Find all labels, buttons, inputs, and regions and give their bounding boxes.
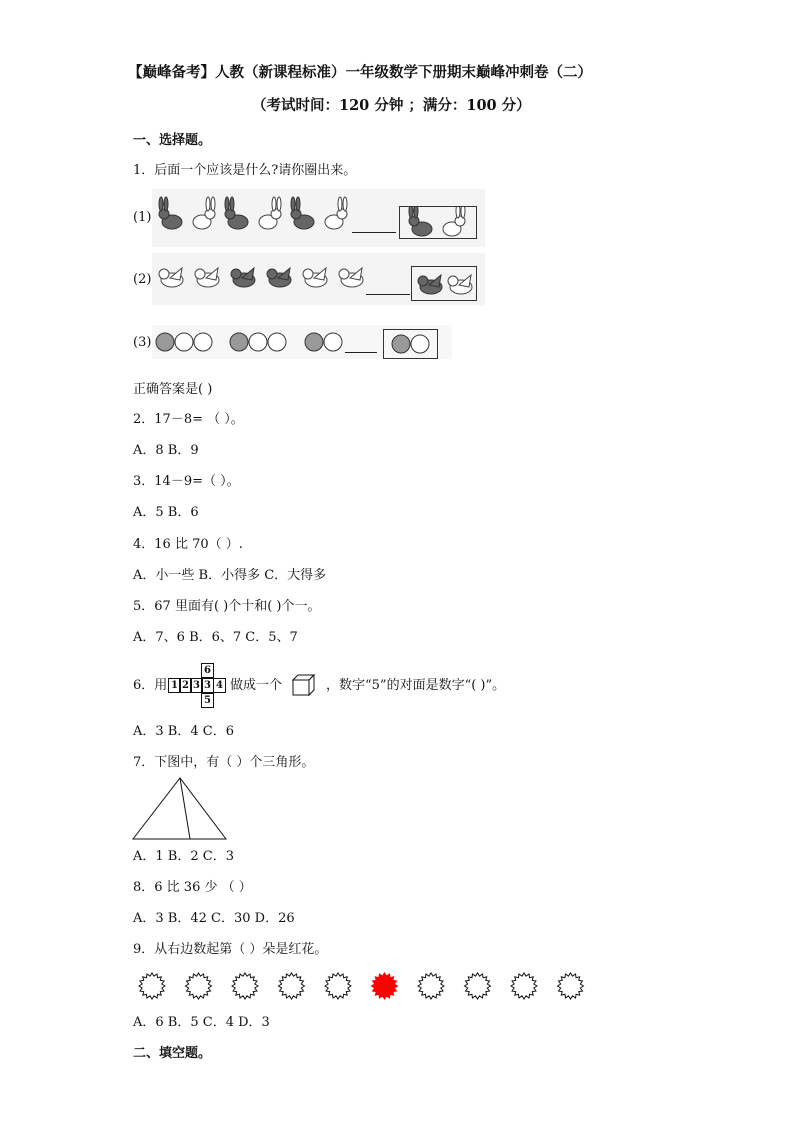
cube-net-figure <box>168 662 230 710</box>
section-heading-choice: 一、选择题。 <box>133 133 212 148</box>
page-subtitle: （考试时间：120 分钟 ；满分：100 分） <box>252 97 531 114</box>
bird-answer-image <box>412 267 476 300</box>
circle-answer-image <box>384 330 437 358</box>
question-6-options[interactable]: A．3 B．4 C．6 <box>133 724 234 739</box>
page-title: 【巅峰备考】人教（新课程标准）一年级数学下册期末巅峰冲刺卷（二） <box>128 64 592 81</box>
question-9-prompt: 9．从右边数起第（ ）朵是红花。 <box>133 942 328 957</box>
flower <box>465 973 491 999</box>
net-cell-2: 2 <box>179 678 192 693</box>
rabbit-answer-image <box>400 207 476 238</box>
question-4-options[interactable]: A．小一些 B．小得多 C．大得多 <box>133 568 327 583</box>
question-7-options[interactable]: A．1 B．2 C．3 <box>133 849 234 864</box>
flower <box>186 973 212 999</box>
question-8-prompt: 8．6 比 36 少 （ ） <box>133 880 252 895</box>
flower <box>511 973 537 999</box>
q1-row1-label: (1) <box>133 210 152 225</box>
question-6-prefix: 6．用 <box>133 678 168 693</box>
question-6-suffix: ，数字“5”的对面是数字“( )”。 <box>326 678 506 693</box>
question-5-options[interactable]: A．7、6 B．6、7 C．5、7 <box>133 630 298 645</box>
net-cell-4: 4 <box>214 678 226 693</box>
circle-sequence-image <box>154 331 379 353</box>
question-7-prompt: 7．下图中，有（ ）个三角形。 <box>133 755 315 770</box>
flower <box>232 973 258 999</box>
net-cell-top: 6 <box>201 663 214 678</box>
question-8-options[interactable]: A．3 B．42 C．30 D．26 <box>133 911 295 926</box>
q1-row3-answer-box[interactable] <box>383 329 438 359</box>
question-9-options[interactable]: A．6 B．5 C．4 D．3 <box>133 1015 270 1030</box>
net-cell-3: 3 <box>190 678 203 693</box>
q1-row2-blank <box>366 294 410 295</box>
flower <box>558 973 584 999</box>
flower <box>418 973 444 999</box>
question-3-options[interactable]: A．5 B．6 <box>133 505 199 520</box>
net-cell-c3: 3 <box>201 678 214 693</box>
question-6-mid: 做成一个 <box>230 678 283 693</box>
triangle-figure <box>130 775 230 842</box>
question-3-prompt: 3．14－9=（ ）。 <box>133 474 240 489</box>
cube-icon <box>291 673 317 697</box>
q1-row1-answer-box[interactable] <box>399 206 477 239</box>
bird-sequence-image <box>156 262 406 296</box>
flower-row <box>135 970 595 1002</box>
question-4-prompt: 4．16 比 70（ ）. <box>133 537 243 552</box>
q1-row1-blank <box>352 232 396 233</box>
q1-row2-label: (2) <box>133 272 152 287</box>
q1-row3-blank <box>345 352 377 353</box>
flower <box>325 973 351 999</box>
net-cell-bottom: 5 <box>201 693 214 708</box>
flower <box>279 973 305 999</box>
q1-answer-line: 正确答案是( ) <box>133 382 213 397</box>
rabbit-sequence-image <box>156 196 356 236</box>
question-5-prompt: 5．67 里面有( )个十和( )个一。 <box>133 599 321 614</box>
section-heading-fill: 二、填空题。 <box>133 1046 212 1061</box>
flower <box>139 973 165 999</box>
q1-row2-answer-box[interactable] <box>411 266 477 301</box>
red-flower <box>372 973 398 999</box>
net-cell-1: 1 <box>168 678 181 693</box>
question-2-prompt: 2．17－8= （ ）。 <box>133 412 244 427</box>
question-2-options[interactable]: A．8 B．9 <box>133 443 199 458</box>
question-1-prompt: 1．后面一个应该是什么?请你圈出来。 <box>133 163 357 178</box>
q1-row3-label: (3) <box>133 335 152 350</box>
